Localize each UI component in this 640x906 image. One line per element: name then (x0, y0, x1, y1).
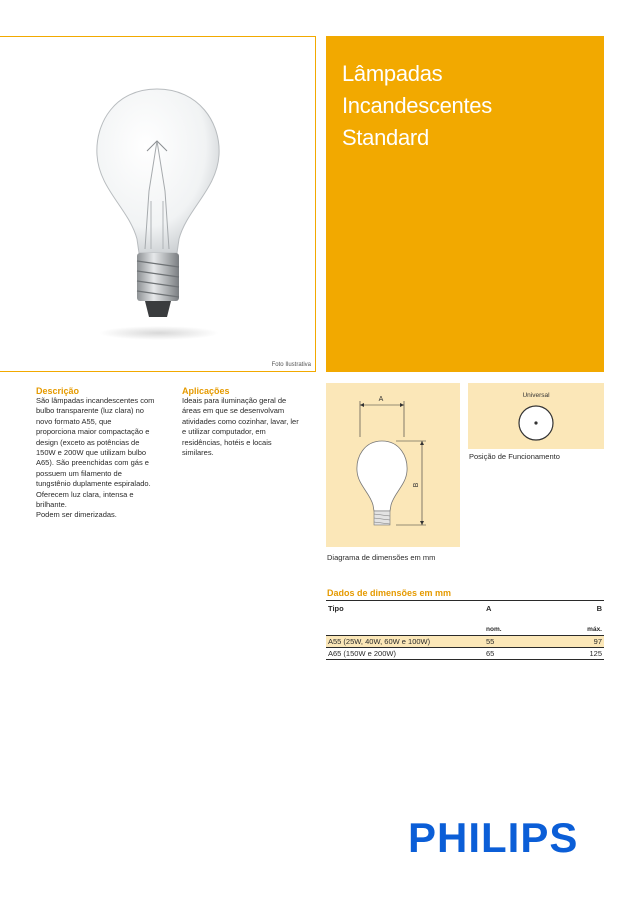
text-line: A65). São preenchidas com gás e (36, 458, 149, 468)
product-title (342, 58, 492, 154)
cell-tipo: A65 (150W e 200W) (326, 648, 484, 660)
text-line: São lâmpadas incandescentes com (36, 396, 155, 405)
text-line: design (exceto as potências de (36, 437, 140, 447)
table-units-row (326, 616, 604, 636)
product-photo-panel (0, 36, 316, 372)
dimension-a-label: A (378, 396, 384, 403)
light-bulb-photo (87, 81, 227, 341)
text-line: atividades como cozinhar, lavar, ler (182, 416, 299, 426)
philips-logo: PHILIPS (408, 814, 579, 861)
units-empty (326, 616, 484, 636)
text-line: brilhante. (36, 500, 67, 510)
operating-position-panel (468, 383, 604, 449)
text-line: similares. (182, 448, 214, 458)
photo-caption: Foto Ilustrativa (271, 362, 311, 368)
applications-section (182, 386, 316, 458)
text-line: proporciona maior compactação e (36, 427, 150, 437)
cell-b: 125 (544, 648, 604, 660)
dimensions-heading: Dados de dimensões em mm (327, 588, 452, 598)
table-row (326, 648, 604, 660)
universal-position-icon (516, 403, 556, 443)
cell-b: 97 (544, 636, 604, 648)
text-line: tungstênio duplamente espiralado. (36, 479, 151, 489)
header-b: B (544, 601, 604, 616)
dimensions-table (326, 600, 604, 660)
text-line: residências, hotéis e locais (182, 437, 272, 447)
table-header-row (326, 601, 604, 616)
diagram-caption: Diagrama de dimensões em mm (327, 553, 436, 562)
title-line: Lâmpadas (342, 61, 443, 86)
description-section (36, 386, 172, 521)
header-a: A (484, 601, 544, 616)
text-line: Oferecem luz clara, intensa e (36, 489, 134, 499)
text-line: novo formato A55, que (36, 416, 112, 426)
text-line: possuem um filamento de (36, 468, 122, 478)
title-line: Standard (342, 125, 429, 150)
title-line: Incandescentes (342, 93, 492, 118)
unit-a: nom. (486, 626, 502, 633)
text-line: bulbo transparente (luz clara) no (36, 406, 144, 416)
dimension-b-label: B (413, 482, 420, 488)
text-line: Podem ser dimerizadas. (36, 510, 117, 520)
cell-a: 65 (484, 648, 544, 660)
cell-a: 55 (484, 636, 544, 648)
text-line: áreas em que se desenvolvam (182, 406, 285, 416)
title-panel (326, 36, 604, 372)
position-label: Universal (522, 392, 550, 399)
dimension-diagram-panel (326, 383, 460, 547)
text-line: 150W e 200W que utilizam bulbo (36, 448, 147, 458)
description-heading: Descrição (36, 386, 80, 396)
position-caption: Posição de Funcionamento (469, 452, 560, 461)
cell-tipo: A55 (25W, 40W, 60W e 100W) (326, 636, 484, 648)
unit-b: máx. (587, 626, 602, 633)
applications-heading: Aplicações (182, 386, 230, 396)
dimension-diagram (326, 383, 460, 547)
table-row (326, 636, 604, 648)
description-text (36, 396, 172, 521)
text-line: Ideais para iluminação geral de (182, 396, 287, 405)
header-tipo: Tipo (326, 601, 484, 616)
applications-text (182, 396, 316, 458)
text-line: e utilizar computador, em (182, 427, 266, 437)
